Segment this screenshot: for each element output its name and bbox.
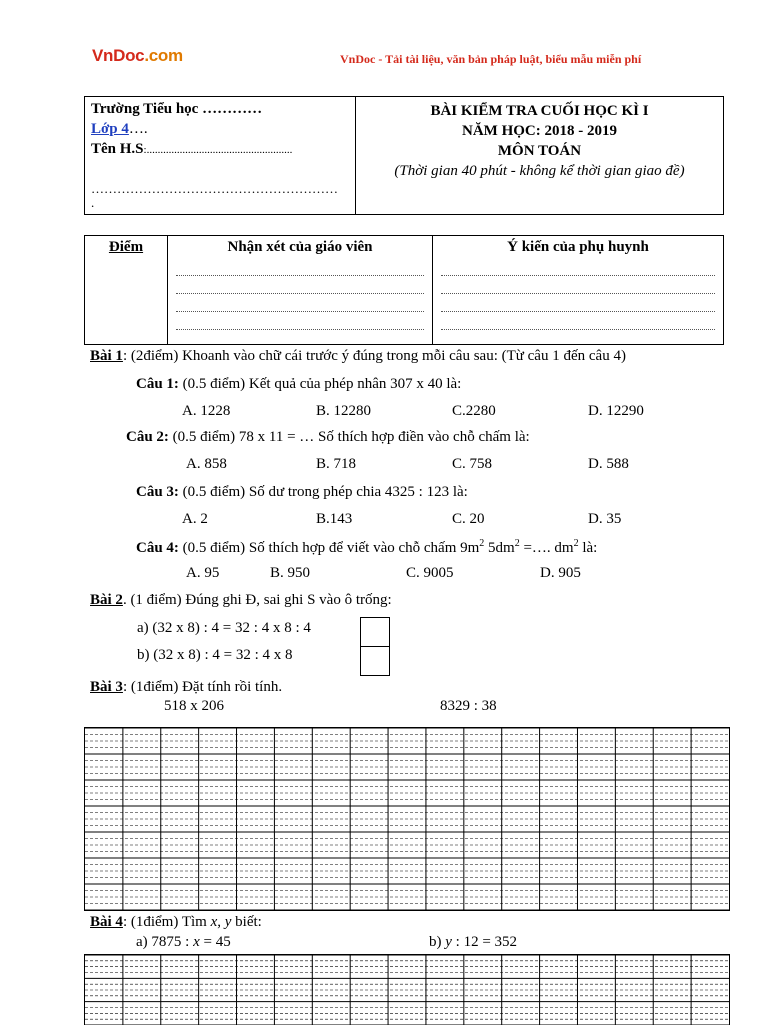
name-line: Tên H.S:..................................................... xyxy=(91,141,293,157)
answer-box-b[interactable] xyxy=(360,646,390,676)
extra-dots-line: ………………………………………………… xyxy=(91,181,338,196)
cau1-text: Câu 1: (0.5 điểm) Kết quả của phép nhân 307 x 40 là: xyxy=(136,376,462,392)
cau2-option-c[interactable]: C. 758 xyxy=(452,456,493,472)
teacher-comment-cell xyxy=(168,236,433,345)
exam-title: BÀI KIỂM TRA CUỐI HỌC KÌ I xyxy=(430,103,649,119)
exam-time-note: (Thời gian 40 phút - không kể thời gian giao đề) xyxy=(394,163,685,179)
cau3-option-c[interactable]: C. 20 xyxy=(452,511,485,527)
bai4-part-b: b) y : 12 = 352 xyxy=(429,934,518,950)
cau4-text: Câu 4: (0.5 điểm) Số thích hợp để viết vào chỗ chấm $9m^2$ $5dm^2$ =…. $dm^2$ là: xyxy=(136,538,598,556)
bai4-heading: Bài 4: (1điểm) Tìm x, y biết: xyxy=(90,914,262,930)
cau3-option-d[interactable]: D. 35 xyxy=(588,511,622,527)
cau4-option-b[interactable]: B. 950 xyxy=(270,565,311,581)
exam-header-table xyxy=(84,96,724,215)
cau1-option-d[interactable]: D. 12290 xyxy=(588,403,644,419)
cau2-text: Câu 2: (0.5 điểm) 78 x 11 = … Số thích hợp điền vào chỗ chấm là: xyxy=(126,429,530,445)
exam-year: NĂM HỌC: 2018 - 2019 xyxy=(462,123,617,139)
extra-dot: . xyxy=(91,195,95,210)
class-line: Lớp 4…. xyxy=(91,121,148,137)
bai3-expression-2: 8329 : 38 xyxy=(440,698,497,714)
bai2-heading: Bài 2. (1 điểm) Đúng ghi Đ, sai ghi S vào ô trống: xyxy=(90,592,392,608)
score-label: Điểm xyxy=(108,239,144,255)
cau4-option-d[interactable]: D. 905 xyxy=(540,565,581,581)
parent-comment-label: Ý kiến của phụ huynh xyxy=(507,239,649,255)
bai3-heading: Bài 3: (1điểm) Đặt tính rồi tính. xyxy=(90,679,283,695)
vndoc-logo: VnDoc.com xyxy=(92,46,183,65)
comments-table xyxy=(84,235,724,345)
exam-subject: MÔN TOÁN xyxy=(497,143,582,159)
bai3-expression-1: 518 x 206 xyxy=(164,698,224,714)
bai2-statement-a: a) (32 x 8) : 4 = 32 : 4 x 8 : 4 xyxy=(137,620,311,636)
answer-box-a[interactable] xyxy=(360,617,390,647)
cau4-option-c[interactable]: C. 9005 xyxy=(406,565,454,581)
cau1-option-b[interactable]: B. 12280 xyxy=(316,403,372,419)
cau1-option-c[interactable]: C.2280 xyxy=(452,403,496,419)
parent-comment-cell xyxy=(433,236,724,345)
score-cell xyxy=(85,236,168,345)
cau2-option-a[interactable]: A. 858 xyxy=(186,456,227,472)
bai2-statement-b: b) (32 x 8) : 4 = 32 : 4 x 8 xyxy=(137,647,293,663)
cau3-option-a[interactable]: A. 2 xyxy=(182,511,208,527)
cau2-option-d[interactable]: D. 588 xyxy=(588,456,629,472)
cau2-option-b[interactable]: B. 718 xyxy=(316,456,357,472)
cau1-option-a[interactable]: A. 1228 xyxy=(182,403,231,419)
exam-title-cell xyxy=(356,97,724,215)
teacher-comment-label: Nhận xét của giáo viên xyxy=(227,239,373,255)
school-line: Trường Tiểu học ………… xyxy=(91,101,263,117)
bai1-heading: Bài 1: (2điểm) Khoanh vào chữ cái trước ý đúng trong mỗi câu sau: (Từ câu 1 đến câu 4) xyxy=(90,348,626,364)
bai4-answer-grid[interactable] xyxy=(84,954,730,1025)
bai4-part-a: a) 7875 : x = 45 xyxy=(136,934,231,950)
cau3-option-b[interactable]: B.143 xyxy=(316,511,353,527)
header-tagline: VnDoc - Tải tài liệu, văn bản pháp luật, biểu mẫu miễn phí xyxy=(340,52,642,66)
cau3-text: Câu 3: (0.5 điểm) Số dư trong phép chia 4325 : 123 là: xyxy=(136,484,468,500)
bai3-answer-grid[interactable] xyxy=(84,727,730,911)
student-info-cell xyxy=(85,97,356,215)
cau4-option-a[interactable]: A. 95 xyxy=(186,565,220,581)
